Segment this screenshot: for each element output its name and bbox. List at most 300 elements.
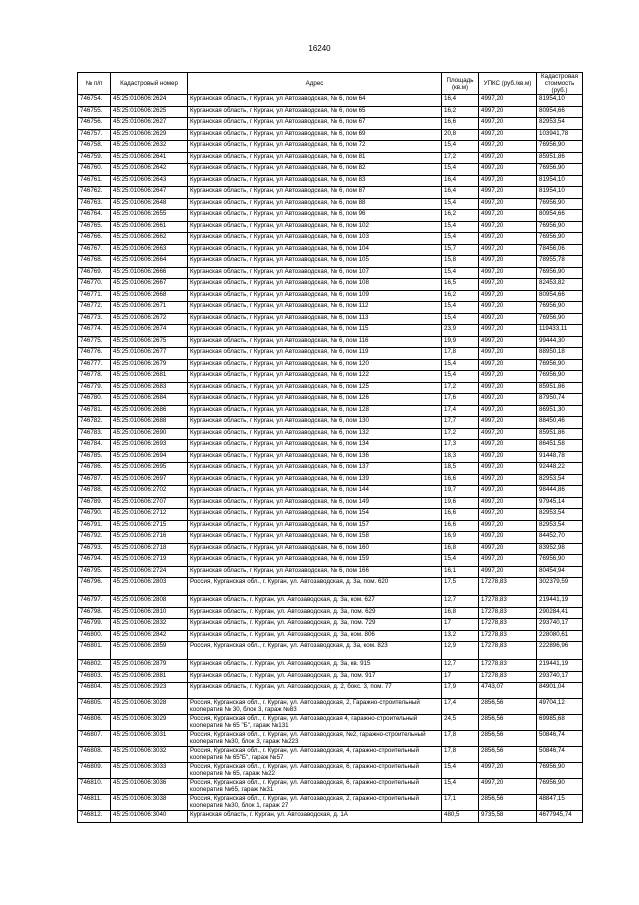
cadastral-value-cell: 81954,10 <box>537 175 583 187</box>
cadastral-number-cell: 45:25:010606:2671 <box>111 302 188 314</box>
row-number-cell: 746806. <box>78 715 111 731</box>
area-cell: 19,7 <box>442 486 479 498</box>
cadastral-value-cell: 86451,58 <box>537 440 583 452</box>
cadastral-value-cell: 91448,78 <box>537 451 583 463</box>
area-cell: 17,8 <box>442 348 479 360</box>
area-cell: 18,3 <box>442 451 479 463</box>
cadastral-number-cell: 45:25:010606:2803 <box>111 578 188 596</box>
table-row <box>78 405 583 417</box>
cadastral-number-cell: 45:25:010606:2923 <box>111 683 188 699</box>
address-cell: Курганская область, г Курган, ул Автозаводская, № 6, пом 113 <box>188 313 442 325</box>
cadastral-value-cell: 78955,78 <box>537 256 583 268</box>
table-row <box>78 267 583 279</box>
cadastral-value-cell: 88950,18 <box>537 348 583 360</box>
cadastral-value-cell: 80954,66 <box>537 106 583 118</box>
row-number-cell: 746807. <box>78 731 111 747</box>
cadastral-number-cell: 45:25:010606:2675 <box>111 336 188 348</box>
cadastral-value-cell: 86951,30 <box>537 405 583 417</box>
table-row <box>78 747 583 763</box>
table-row <box>78 371 583 383</box>
row-number-cell: 746804. <box>78 683 111 699</box>
table-row <box>78 198 583 210</box>
cadastral-value-cell: 76956,90 <box>537 233 583 245</box>
row-number-cell: 746785. <box>78 451 111 463</box>
area-cell: 16,9 <box>442 532 479 544</box>
address-cell: Курганская область, г Курган, ул Автозаводская, № 6, пом 119 <box>188 348 442 360</box>
area-cell: 17,2 <box>442 152 479 164</box>
cadastral-value-cell: 80454,94 <box>537 566 583 578</box>
cadastral-value-cell: 82453,82 <box>537 279 583 291</box>
area-cell: 15,4 <box>442 779 479 795</box>
cadastral-number-cell: 45:25:010606:2702 <box>111 486 188 498</box>
upks-cell: 4997,20 <box>479 463 537 475</box>
row-number-cell: 746773. <box>78 313 111 325</box>
upks-cell: 4997,20 <box>479 313 537 325</box>
row-number-cell: 746775. <box>78 336 111 348</box>
cadastral-value-cell: 81954,10 <box>537 187 583 199</box>
cadastral-number-cell: 45:25:010606:2808 <box>111 596 188 608</box>
table-row <box>78 233 583 245</box>
row-number-cell: 746792. <box>78 532 111 544</box>
upks-cell: 4997,20 <box>479 233 537 245</box>
table-row <box>78 486 583 498</box>
row-number-cell: 746778. <box>78 371 111 383</box>
cadastral-number-cell: 45:25:010606:2881 <box>111 671 188 683</box>
address-cell: Курганская область, г Курган, ул Автозаводская, № 6, пом 109 <box>188 290 442 302</box>
cadastral-number-cell: 45:25:010606:2668 <box>111 290 188 302</box>
cadastral-number-cell: 45:25:010606:2859 <box>111 642 188 660</box>
row-number-cell: 746796. <box>78 578 111 596</box>
address-cell: Курганская область, г Курган, ул Автозаводская, № 6, пом 87 <box>188 187 442 199</box>
cadastral-number-cell: 45:25:010606:2664 <box>111 256 188 268</box>
row-number-cell: 746802. <box>78 660 111 672</box>
address-cell: Курганская область, г Курган, ул Автозаводская, № 6, пом 116 <box>188 336 442 348</box>
address-cell: Россия, Курганская обл., г. Курган, ул. Автозаводская, 6, гаражно-строительный кооператив № 65, гараж №22 <box>188 763 442 779</box>
cadastral-number-cell: 45:25:010606:2719 <box>111 555 188 567</box>
upks-cell: 4997,20 <box>479 244 537 256</box>
upks-cell: 4997,20 <box>479 336 537 348</box>
table-row <box>78 811 583 823</box>
cadastral-number-cell: 45:25:010606:2707 <box>111 497 188 509</box>
table-row <box>78 359 583 371</box>
address-cell: Россия, Курганская обл., г. Курган, ул. Автозаводская, №2, гаражно-строительный кооператив №30, блок 3, гараж №223 <box>188 731 442 747</box>
address-cell: Курганская область, г Курган, ул Автозаводская, № 6, пом 82 <box>188 164 442 176</box>
cadastral-number-cell: 45:25:010606:2627 <box>111 118 188 130</box>
cadastral-number-cell: 45:25:010606:2693 <box>111 440 188 452</box>
cadastral-value-cell: 80954,66 <box>537 290 583 302</box>
row-number-cell: 746761. <box>78 175 111 187</box>
cadastral-value-cell: 76956,90 <box>537 267 583 279</box>
cadastral-value-cell: 81954,10 <box>537 95 583 107</box>
row-number-cell: 746812. <box>78 811 111 823</box>
upks-cell: 4997,20 <box>479 509 537 521</box>
row-number-cell: 746776. <box>78 348 111 360</box>
cadastral-value-cell: 219441,19 <box>537 596 583 608</box>
area-cell: 16,6 <box>442 118 479 130</box>
cadastral-value-cell: 99444,30 <box>537 336 583 348</box>
cadastral-number-cell: 45:25:010606:3028 <box>111 699 188 715</box>
row-number-cell: 746793. <box>78 543 111 555</box>
cadastral-value-cell: 76956,90 <box>537 359 583 371</box>
table-row <box>78 683 583 699</box>
area-cell: 15,4 <box>442 164 479 176</box>
address-cell: Курганская область, г Курган, ул Автозаводская, № 6, пом 69 <box>188 129 442 141</box>
area-cell: 19,9 <box>442 336 479 348</box>
upks-cell: 4997,20 <box>479 779 537 795</box>
table-row <box>78 630 583 642</box>
cadastral-number-cell: 45:25:010606:2667 <box>111 279 188 291</box>
upks-cell: 4997,20 <box>479 267 537 279</box>
area-cell: 17,8 <box>442 731 479 747</box>
address-cell: Курганская область, г Курган, ул Автозаводская, № 6, пом 154 <box>188 509 442 521</box>
table-row <box>78 129 583 141</box>
upks-cell: 4997,20 <box>479 405 537 417</box>
area-cell: 15,4 <box>442 302 479 314</box>
cadastral-value-cell: 76956,90 <box>537 779 583 795</box>
row-number-cell: 746784. <box>78 440 111 452</box>
area-cell: 16,4 <box>442 187 479 199</box>
cadastral-number-cell: 45:25:010606:3036 <box>111 779 188 795</box>
table-row <box>78 152 583 164</box>
cadastral-value-cell: 82953,54 <box>537 118 583 130</box>
table-row <box>78 532 583 544</box>
table-row <box>78 290 583 302</box>
cadastral-value-cell: 293740,17 <box>537 671 583 683</box>
area-cell: 20,8 <box>442 129 479 141</box>
area-cell: 16,6 <box>442 520 479 532</box>
header-number: № п/п <box>78 73 111 95</box>
area-cell: 15,7 <box>442 244 479 256</box>
cadastral-value-cell: 76956,90 <box>537 164 583 176</box>
area-cell: 15,4 <box>442 141 479 153</box>
table-row <box>78 566 583 578</box>
row-number-cell: 746764. <box>78 210 111 222</box>
cadastral-value-cell: 76956,90 <box>537 555 583 567</box>
cadastral-number-cell: 45:25:010606:2642 <box>111 164 188 176</box>
upks-cell: 4997,20 <box>479 221 537 233</box>
cadastral-number-cell: 45:25:010606:2690 <box>111 428 188 440</box>
upks-cell: 4997,20 <box>479 325 537 337</box>
address-cell: Россия, Курганская обл., г. Курган, ул. Автозаводская, д. 3а, ком. 823 <box>188 642 442 660</box>
address-cell: Курганская область, г Курган, ул Автозаводская, № 6, пом 157 <box>188 520 442 532</box>
row-number-cell: 746755. <box>78 106 111 118</box>
table-body <box>78 95 583 823</box>
cadastral-number-cell: 45:25:010606:2679 <box>111 359 188 371</box>
area-cell: 23,9 <box>442 325 479 337</box>
address-cell: Курганская область, г. Курган, ул. Автозаводская, д. 3а, кв. 915 <box>188 660 442 672</box>
upks-cell: 4997,20 <box>479 198 537 210</box>
row-number-cell: 746783. <box>78 428 111 440</box>
cadastral-number-cell: 45:25:010606:2686 <box>111 405 188 417</box>
table-row <box>78 607 583 619</box>
cadastral-number-cell: 45:25:010606:2666 <box>111 267 188 279</box>
cadastral-value-cell: 78456,06 <box>537 244 583 256</box>
address-cell: Курганская область, г. Курган, ул. Автозаводская, д. 3а, ком. 806 <box>188 630 442 642</box>
cadastral-number-cell: 45:25:010606:2662 <box>111 233 188 245</box>
cadastral-number-cell: 45:25:010606:2625 <box>111 106 188 118</box>
cadastral-number-cell: 45:25:010606:2697 <box>111 474 188 486</box>
upks-cell: 4997,20 <box>479 118 537 130</box>
cadastral-number-cell: 45:25:010606:2715 <box>111 520 188 532</box>
cadastral-value-cell: 76956,90 <box>537 221 583 233</box>
cadastral-value-cell: 76956,90 <box>537 141 583 153</box>
area-cell: 15,4 <box>442 313 479 325</box>
address-cell: Курганская область, г Курган, ул Автозаводская, № 6, пом 134 <box>188 440 442 452</box>
row-number-cell: 746777. <box>78 359 111 371</box>
table-row <box>78 221 583 233</box>
area-cell: 15,4 <box>442 763 479 779</box>
cadastral-value-cell: 228080,61 <box>537 630 583 642</box>
address-cell: Россия, Курганская обл., г. Курган, ул. Автозаводская, 4, гаражно-строительный кооператив № 65"Б", гараж №57 <box>188 747 442 763</box>
area-cell: 16,8 <box>442 543 479 555</box>
area-cell: 15,4 <box>442 198 479 210</box>
address-cell: Россия, Курганская обл., г. Курган, ул. Автозаводская, 2, гаражно-строительный кооператив №30, блок 1, гараж 27 <box>188 795 442 811</box>
cadastral-value-cell: 83952,98 <box>537 543 583 555</box>
cadastral-number-cell: 45:25:010606:3038 <box>111 795 188 811</box>
area-cell: 17,7 <box>442 417 479 429</box>
row-number-cell: 746801. <box>78 642 111 660</box>
row-number-cell: 746800. <box>78 630 111 642</box>
table-row <box>78 671 583 683</box>
row-number-cell: 746786. <box>78 463 111 475</box>
address-cell: Курганская область, г. Курган, ул. Автозаводская, д. 3а, пом. 917 <box>188 671 442 683</box>
upks-cell: 4997,20 <box>479 520 537 532</box>
address-cell: Курганская область, г. Курган, ул. Автозаводская, д. 2, бокс. 3, пом. 77 <box>188 683 442 699</box>
cadastral-value-cell: 119433,11 <box>537 325 583 337</box>
row-number-cell: 746809. <box>78 763 111 779</box>
cadastral-value-cell: 85951,86 <box>537 382 583 394</box>
address-cell: Курганская область, г Курган, ул Автозаводская, № 6, пом 126 <box>188 394 442 406</box>
address-cell: Курганская область, г Курган, ул Автозаводская, № 6, пом 103 <box>188 233 442 245</box>
row-number-cell: 746758. <box>78 141 111 153</box>
header-area: Площадь (кв.м) <box>442 73 479 95</box>
table-row <box>78 313 583 325</box>
upks-cell: 4997,20 <box>479 382 537 394</box>
address-cell: Курганская область, г Курган, ул Автозаводская, № 6, пом 144 <box>188 486 442 498</box>
area-cell: 16,1 <box>442 566 479 578</box>
address-cell: Курганская область, г Курган, ул Автозаводская, № 6, пом 102 <box>188 221 442 233</box>
address-cell: Курганская область, г Курган, ул Автозаводская, № 6, пом 112 <box>188 302 442 314</box>
address-cell: Курганская область, г Курган, ул Автозаводская, № 6, пом 130 <box>188 417 442 429</box>
table-row <box>78 642 583 660</box>
cadastral-number-cell: 45:25:010606:2842 <box>111 630 188 642</box>
table-row <box>78 187 583 199</box>
table-row <box>78 279 583 291</box>
area-cell: 18,5 <box>442 463 479 475</box>
cadastral-value-cell: 222896,96 <box>537 642 583 660</box>
row-number-cell: 746808. <box>78 747 111 763</box>
upks-cell: 4997,20 <box>479 152 537 164</box>
cadastral-value-cell: 76956,90 <box>537 302 583 314</box>
address-cell: Курганская область, г Курган, ул Автозаводская, № 6, пом 104 <box>188 244 442 256</box>
upks-cell: 17278,83 <box>479 596 537 608</box>
area-cell: 16,4 <box>442 95 479 107</box>
cadastral-value-cell: 87950,74 <box>537 394 583 406</box>
upks-cell: 17278,83 <box>479 642 537 660</box>
cadastral-number-cell: 45:25:010606:2674 <box>111 325 188 337</box>
row-number-cell: 746768. <box>78 256 111 268</box>
area-cell: 17,3 <box>442 440 479 452</box>
area-cell: 17,1 <box>442 795 479 811</box>
row-number-cell: 746791. <box>78 520 111 532</box>
table-row <box>78 244 583 256</box>
cadastral-value-cell: 92448,22 <box>537 463 583 475</box>
area-cell: 13,2 <box>442 630 479 642</box>
row-number-cell: 746799. <box>78 619 111 631</box>
upks-cell: 17278,83 <box>479 671 537 683</box>
table-row <box>78 336 583 348</box>
table-row <box>78 417 583 429</box>
row-number-cell: 746759. <box>78 152 111 164</box>
cadastral-number-cell: 45:25:010606:3032 <box>111 747 188 763</box>
area-cell: 17,8 <box>442 747 479 763</box>
area-cell: 16,6 <box>442 509 479 521</box>
table-row <box>78 497 583 509</box>
upks-cell: 9735,58 <box>479 811 537 823</box>
address-cell: Курганская область, г Курган, ул Автозаводская, № 6, пом 158 <box>188 532 442 544</box>
cadastral-number-cell: 45:25:010606:2684 <box>111 394 188 406</box>
address-cell: Россия, Курганская обл., г. Курган, ул. Автозаводская, д. 3а, пом. 620 <box>188 578 442 596</box>
address-cell: Курганская область, г Курган, ул Автозаводская, № 6, пом 96 <box>188 210 442 222</box>
table-row <box>78 95 583 107</box>
row-number-cell: 746757. <box>78 129 111 141</box>
area-cell: 17 <box>442 619 479 631</box>
upks-cell: 4997,20 <box>479 428 537 440</box>
cadastral-value-cell: 80954,66 <box>537 210 583 222</box>
table-row <box>78 463 583 475</box>
row-number-cell: 746787. <box>78 474 111 486</box>
table-row <box>78 348 583 360</box>
upks-cell: 4997,20 <box>479 348 537 360</box>
cadastral-number-cell: 45:25:010606:3031 <box>111 731 188 747</box>
area-cell: 15,4 <box>442 233 479 245</box>
address-cell: Курганская область, г Курган, ул Автозаводская, № 6, пом 81 <box>188 152 442 164</box>
table-row <box>78 619 583 631</box>
cadastral-value-cell: 85951,86 <box>537 428 583 440</box>
cadastral-value-cell: 85951,86 <box>537 152 583 164</box>
table-row <box>78 731 583 747</box>
table-row <box>78 543 583 555</box>
address-cell: Россия, Курганская обл., г. Курган, ул. Автозаводская, 6, гаражно-строительный кооператив №65, гараж №31 <box>188 779 442 795</box>
cadastral-value-cell: 290284,41 <box>537 607 583 619</box>
cadastral-value-cell: 97945,14 <box>537 497 583 509</box>
upks-cell: 4997,20 <box>479 95 537 107</box>
area-cell: 15,4 <box>442 221 479 233</box>
upks-cell: 4997,20 <box>479 451 537 463</box>
upks-cell: 4997,20 <box>479 555 537 567</box>
cadastral-value-cell: 293740,17 <box>537 619 583 631</box>
cadastral-value-cell: 302379,59 <box>537 578 583 596</box>
upks-cell: 4997,20 <box>479 187 537 199</box>
table-row <box>78 325 583 337</box>
header-upks: УПКС (руб./кв.м) <box>479 73 537 95</box>
cadastral-number-cell: 45:25:010606:2694 <box>111 451 188 463</box>
area-cell: 12,7 <box>442 660 479 672</box>
cadastral-number-cell: 45:25:010606:3029 <box>111 715 188 731</box>
row-number-cell: 746794. <box>78 555 111 567</box>
upks-cell: 4997,20 <box>479 532 537 544</box>
upks-cell: 17278,83 <box>479 630 537 642</box>
address-cell: Курганская область, г Курган, ул Автозаводская, № 6, пом 88 <box>188 198 442 210</box>
table-header-row <box>78 73 583 95</box>
table-row <box>78 555 583 567</box>
address-cell: Курганская область, г Курган, ул Автозаводская, № 6, пом 72 <box>188 141 442 153</box>
area-cell: 16,8 <box>442 607 479 619</box>
cadastral-value-cell: 48847,15 <box>537 795 583 811</box>
address-cell: Курганская область, г Курган, ул Автозаводская, № 6, пом 159 <box>188 555 442 567</box>
cadastral-number-cell: 45:25:010606:2677 <box>111 348 188 360</box>
area-cell: 16,2 <box>442 210 479 222</box>
upks-cell: 17278,83 <box>479 619 537 631</box>
address-cell: Курганская область, г Курган, ул Автозаводская, № 6, пом 108 <box>188 279 442 291</box>
table-row <box>78 175 583 187</box>
address-cell: Курганская область, г Курган, ул Автозаводская, № 6, пом 139 <box>188 474 442 486</box>
area-cell: 16,4 <box>442 175 479 187</box>
row-number-cell: 746767. <box>78 244 111 256</box>
upks-cell: 4997,20 <box>479 129 537 141</box>
table-row <box>78 440 583 452</box>
row-number-cell: 746754. <box>78 95 111 107</box>
address-cell: Курганская область, г. Курган, ул. Автозаводская, д. 3а, пом. 729 <box>188 619 442 631</box>
upks-cell: 4997,20 <box>479 302 537 314</box>
cadastral-value-cell: 69985,68 <box>537 715 583 731</box>
cadastral-number-cell: 45:25:010606:2879 <box>111 660 188 672</box>
area-cell: 16,5 <box>442 279 479 291</box>
address-cell: Курганская область, г Курган, ул Автозаводская, № 6, пом 132 <box>188 428 442 440</box>
cadastral-value-cell: 4677945,74 <box>537 811 583 823</box>
cadastral-number-cell: 45:25:010606:2695 <box>111 463 188 475</box>
row-number-cell: 746782. <box>78 417 111 429</box>
table-row <box>78 578 583 596</box>
address-cell: Россия, Курганская обл., г. Курган, ул. Автозаводская 4, гаражно-строительный кооператив № 65 "Б", гараж №131 <box>188 715 442 731</box>
cadastral-value-cell: 76956,90 <box>537 313 583 325</box>
table-row <box>78 779 583 795</box>
cadastral-number-cell: 45:25:010606:2724 <box>111 566 188 578</box>
cadastral-value-cell: 98444,86 <box>537 486 583 498</box>
cadastral-number-cell: 45:25:010606:2661 <box>111 221 188 233</box>
cadastral-value-cell: 76956,90 <box>537 371 583 383</box>
upks-cell: 4997,20 <box>479 210 537 222</box>
address-cell: Курганская область, г Курган, ул Автозаводская, № 6, пом 83 <box>188 175 442 187</box>
area-cell: 15,4 <box>442 267 479 279</box>
area-cell: 12,9 <box>442 642 479 660</box>
table-row <box>78 106 583 118</box>
row-number-cell: 746763. <box>78 198 111 210</box>
upks-cell: 17278,83 <box>479 607 537 619</box>
area-cell: 15,4 <box>442 371 479 383</box>
address-cell: Курганская область, г. Курган, ул. Автозаводская, д. 1А <box>188 811 442 823</box>
cadastral-number-cell: 45:25:010606:2718 <box>111 543 188 555</box>
cadastral-number-cell: 45:25:010606:2663 <box>111 244 188 256</box>
cadastral-value-cell: 84901,04 <box>537 683 583 699</box>
cadastral-value-cell: 84452,70 <box>537 532 583 544</box>
row-number-cell: 746769. <box>78 267 111 279</box>
table-row <box>78 520 583 532</box>
cadastral-number-cell: 45:25:010606:2643 <box>111 175 188 187</box>
area-cell: 17,9 <box>442 683 479 699</box>
address-cell: Курганская область, г Курган, ул Автозаводская, № 6, пом 115 <box>188 325 442 337</box>
upks-cell: 2856,56 <box>479 747 537 763</box>
address-cell: Курганская область, г Курган, ул Автозаводская, № 6, пом 125 <box>188 382 442 394</box>
address-cell: Курганская область, г. Курган, ул. Автозаводская, д. 3а, ком. 627 <box>188 596 442 608</box>
area-cell: 19,6 <box>442 497 479 509</box>
row-number-cell: 746762. <box>78 187 111 199</box>
address-cell: Курганская область, г Курган, ул Автозаводская, № 6, пом 128 <box>188 405 442 417</box>
header-cadastral-number: Кадастровый номер <box>111 73 188 95</box>
cadastral-value-cell: 82953,54 <box>537 474 583 486</box>
upks-cell: 4997,20 <box>479 417 537 429</box>
cadastral-value-table <box>77 72 583 823</box>
